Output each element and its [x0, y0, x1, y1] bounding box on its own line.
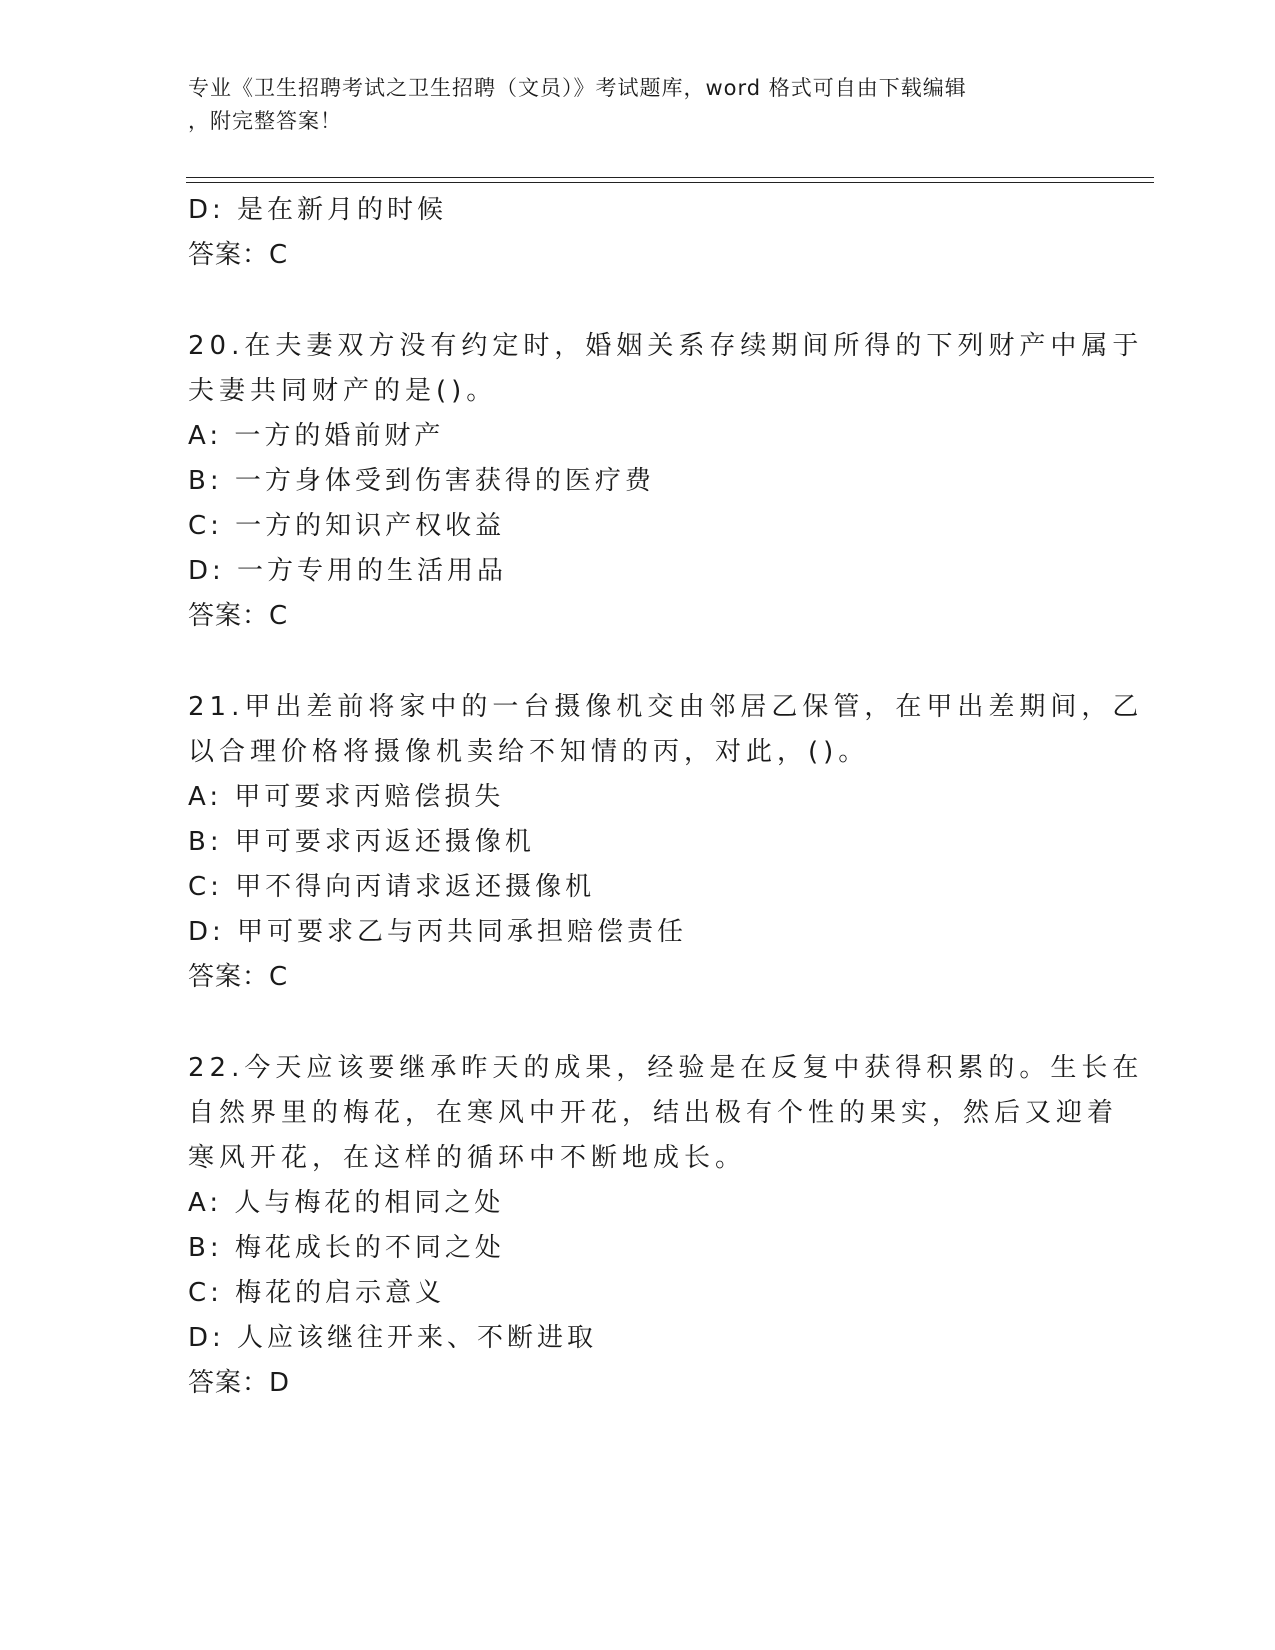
question-stem: [188, 1046, 1144, 1181]
option-c: C: 甲不得向丙请求返还摄像机: [188, 872, 596, 902]
question-21: [188, 685, 1144, 1000]
question-stem: [188, 324, 1144, 414]
option-a: A: 甲可要求丙赔偿损失: [188, 782, 505, 812]
option-d: D: 甲可要求乙与丙共同承担赔偿责任: [188, 917, 688, 947]
answer-label: 答案：C: [188, 962, 289, 992]
option-b: B: 甲可要求丙返还摄像机: [188, 827, 535, 857]
stem-line: 20.在夫妻双方没有约定时，婚姻关系存续期间所得的下列财产中属于: [188, 331, 1144, 361]
question-22: [188, 1046, 1144, 1406]
question-list: [188, 188, 1144, 1406]
option-c: C: 一方的知识产权收益: [188, 511, 506, 541]
question-stem: [188, 685, 1144, 775]
answer-label: 答案：C: [188, 601, 289, 631]
option-c: C: 梅花的启示意义: [188, 1278, 446, 1308]
stem-line: 22.今天应该要继承昨天的成果，经验是在反复中获得积累的。生长在: [188, 1053, 1144, 1083]
option-a: A: 人与梅花的相同之处: [188, 1188, 505, 1218]
stem-line: 21.甲出差前将家中的一台摄像机交由邻居乙保管，在甲出差期间，乙: [188, 692, 1144, 722]
stem-line: 夫妻共同财产的是()。: [188, 376, 498, 406]
header-line-1: 专业《卫生招聘考试之卫生招聘（文员）》考试题库，word 格式可自由下载编辑: [188, 76, 967, 100]
previous-question-tail: [188, 188, 1088, 278]
option-a: A: 一方的婚前财产: [188, 421, 445, 451]
question-20: [188, 324, 1144, 639]
option-d: D: 一方专用的生活用品: [188, 556, 508, 586]
stem-line: 寒风开花，在这样的循环中不断地成长。: [188, 1143, 747, 1173]
option-b: B: 一方身体受到伤害获得的医疗费: [188, 466, 655, 496]
option-d: D: 是在新月的时候: [188, 195, 448, 225]
header-line-2: ，附完整答案！: [188, 109, 342, 133]
header-divider-bottom: [186, 182, 1154, 183]
option-b: B: 梅花成长的不同之处: [188, 1233, 505, 1263]
header-divider-top: [186, 177, 1154, 178]
answer-label: 答案：C: [188, 240, 289, 270]
stem-line: 自然界里的梅花，在寒风中开花，结出极有个性的果实，然后又迎着: [188, 1098, 1119, 1128]
answer-label: 答案：D: [188, 1368, 291, 1398]
document-header: [188, 72, 1088, 138]
option-d: D: 人应该继往开来、不断进取: [188, 1323, 598, 1353]
stem-line: 以合理价格将摄像机卖给不知情的丙，对此，()。: [188, 737, 870, 767]
